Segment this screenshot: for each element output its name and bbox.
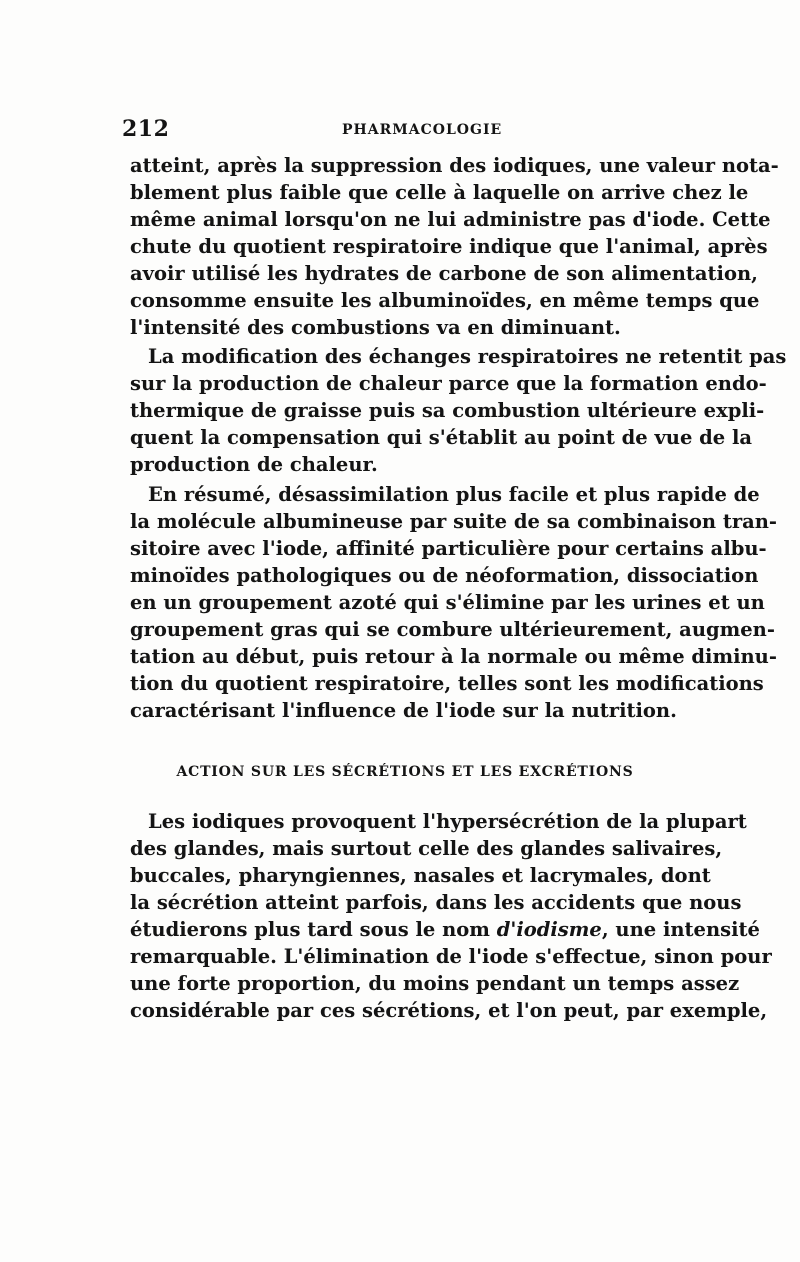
text-line: groupement gras qui se combure ultérieurement, augmen- (130, 618, 775, 641)
text-line: En résumé, désassimilation plus facile et plus rapide de (148, 483, 760, 506)
text-line: même animal lorsqu'on ne lui administre pas d'iode. Cette (130, 208, 771, 231)
text-line: sitoire avec l'iode, affinité particulière pour certains albu- (130, 537, 767, 560)
paragraph-summary (130, 481, 778, 724)
paragraph-secretions (130, 808, 772, 1024)
text-line: consomme ensuite les albuminoïdes, en même temps que (130, 289, 760, 312)
running-title: PHARMACOLOGIE (342, 122, 503, 138)
text-line: blement plus faible que celle à laquelle on arrive chez le (130, 181, 749, 204)
text-line: thermique de graisse puis sa combustion ultérieure expli- (130, 399, 765, 422)
paragraph-heat-production (130, 343, 787, 478)
text-line: quent la compensation qui s'établit au point de vue de la (130, 426, 753, 449)
text-line: en un groupement azoté qui s'élimine par les urines et un (130, 591, 765, 614)
text-line: production de chaleur. (130, 453, 378, 476)
text-line: atteint, après la suppression des iodiques, une valeur nota- (130, 154, 779, 177)
text-line: la sécrétion atteint parfois, dans les accidents que nous (130, 891, 742, 914)
text-line: tion du quotient respiratoire, telles sont les modifications (130, 672, 764, 695)
text-line: La modification des échanges respiratoires ne retentit pas (148, 345, 787, 368)
italic-term: d'iodisme (496, 918, 602, 941)
text-line: sur la production de chaleur parce que la formation endo- (130, 372, 767, 395)
text-line: remarquable. L'élimination de l'iode s'effectue, sinon pour (130, 945, 772, 968)
text-line: minoïdes pathologiques ou de néoformation, dissociation (130, 564, 759, 587)
text-line: caractérisant l'influence de l'iode sur la nutrition. (130, 699, 677, 722)
text-line: des glandes, mais surtout celle des glandes salivaires, (130, 837, 723, 860)
text-line: une forte proportion, du moins pendant un temps assez (130, 972, 740, 995)
text-line: Les iodiques provoquent l'hypersécrétion de la plupart (148, 810, 747, 833)
text-segment: étudierons plus tard sous le nom (130, 918, 497, 941)
page-number: 212 (122, 116, 170, 142)
text-line: la molécule albumineuse par suite de sa combinaison tran- (130, 510, 778, 533)
text-line: l'intensité des combustions va en diminuant. (130, 316, 621, 339)
page-header (122, 116, 682, 146)
text-line: avoir utilisé les hydrates de carbone de son alimentation, (130, 262, 758, 285)
text-line: buccales, pharyngiennes, nasales et lacrymales, dont (130, 864, 711, 887)
text-segment: , une intensité (601, 918, 760, 941)
text-line-with-italic (130, 916, 760, 943)
paragraph-continuation (130, 152, 779, 341)
text-line: tation au début, puis retour à la normale ou même diminu- (130, 645, 777, 668)
text-line: chute du quotient respiratoire indique que l'animal, après (130, 235, 768, 258)
section-heading: ACTION SUR LES SÉCRÉTIONS ET LES EXCRÉTIONS (176, 764, 634, 780)
text-line: considérable par ces sécrétions, et l'on peut, par exemple, (130, 999, 768, 1022)
